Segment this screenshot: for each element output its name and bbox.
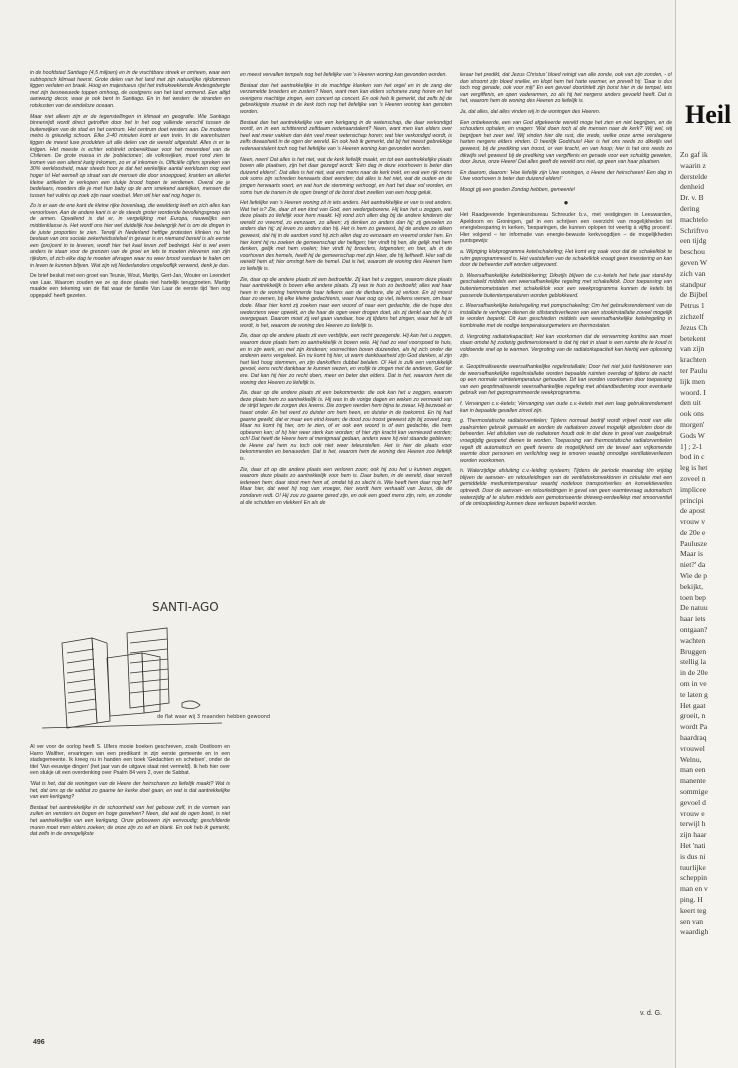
col2-paragraph: Zie, daar zit op die andere plaats een verloren zoon; ook hij zou het u kunnen zeggen, waarom deze plaats zo aantrekkelijk voor hem is. Daar buiten, in de wereld, daar verzelt iedereen hem; daar stoot men hem af, omdat hij zo slecht is. Wie heeft hem daar nog lief? Maar hier, dat weet hij nog van vroeger, hier wordt hem verhaald van Jezus, die de zondaren redt. O! Hij zou zo gaarne gered zijn, en ook een goed mens zijn, rein, en zonder al die schulden en vlekken! En als de <box>240 466 452 506</box>
facing-page-line: stellig la <box>680 657 706 667</box>
facing-page-line: manente <box>680 776 706 786</box>
facing-page-line: is dus ni <box>680 851 706 861</box>
section-divider: ● <box>563 197 569 207</box>
facing-page-line: de 20e e <box>680 527 706 537</box>
facing-page-line: woord. I <box>680 387 706 397</box>
facing-page-line: vrouw e <box>680 808 705 818</box>
col2-paragraph: Zie, daar op die andere plaats zit een bedroefde. Zij kan het u zeggen, waarom deze plaats haar aantrekkelijk is boven elke andere plaats. Zij was te huis zo bedroefd; alles wat haar heen in de woning herinnerde haar telkens aan de dierbare, die zij verloor. En zij moest daar zo wenen, bij elke kleine gedachtenis, waar haar oog op viel, telkens wenen, om haar dode. Maar hier komt zij zoeken naar een woord of naar een gedachte, die de hope des wederziens weer opwekt, en die haar de ogen weer drogen doet, als zij denkt aan die hij is overgegaan. Daarom moet zij wel gaan vandaar, hoe zij tijdens het zingen, waar het te stil wordt, is het, waarom de woning des Heeren zo liefelijk is. <box>240 276 452 329</box>
facing-page-line: principi <box>680 495 704 505</box>
facing-page-line: ping. H <box>680 894 703 904</box>
col3-paragraph: En daarom, daarom: 'Hoe liefelijk zijn Uwe woningen, o Heere der heirscharen! Een dag in Uwe voorhoven is beter dan duizend elders!' <box>460 169 672 183</box>
energy-item: h. Waterzijdige afsluiting c.v.-leiding systeem; Tijdens de periode maandag t/m vrijdag blijven de aanvoer- en retourleidingen van de ventilatorkonvektoren in cirkulatie met een gemiddelde mediumtemperatuur waarbij nodeloos transportverlies en konvektieverlies optreedt. Door de aanvoer- en retourleidingen in geval van geen warmtevraag automatisch waterzijdig af te sluiten middels een gemotoriseerde drieweg-verdeelklep met smoorventiel of de omloopleiding kunnen deze verliezen beperkt worden. <box>460 468 672 508</box>
col1b-paragraph: 'Wat is het, dat de woningen van de Heere der heirscharen zo liefelijk maakt? Wat is het, dat ons op de sabbat zo gaarne ter kerke doet gaan, en wat is dat aantrekkelijke van een kerkgang? <box>30 780 230 801</box>
facing-page-line: Het 'nati <box>680 841 706 850</box>
facing-page-line: waardigh <box>680 927 709 937</box>
facing-page-line: zich van <box>680 268 706 278</box>
facing-page-line: keert teg <box>680 905 707 915</box>
facing-page-line: derstelde <box>680 171 708 181</box>
facing-page-line: ook ons <box>680 409 704 419</box>
col3-paragraph: Een onbekeerde, een van God afgekeerde wereld moge het zien en niet begrijpen, en de schouders ophalen, en vragen: 'Wat doen toch al die mensen naar de kerk?' Wij wel, wij begrijpen het zeer wel. Wij vinden hier die rust, die vrede, welke onze arme verslagene harten nergens elders vinden. O heerlijk Godshuis! Hier is het ons reeds zo dikwijls wel geweest, bij de prediking van troost, or van kracht, en van hoop; hier is het ons reeds zo dikwijls wel geweest bij de prediking van vergiffenis en genade voor een schuldig geweten, door Jezus, onze Heere! Dat alles geeft de wereld ons niet, op geen van haar plaatsen. <box>460 119 672 166</box>
facing-page-line: betekent <box>680 333 706 343</box>
facing-page-line: denheid <box>680 182 705 192</box>
facing-page-line: terwijl h <box>680 819 706 829</box>
facing-page-line: scheppin <box>680 873 707 883</box>
facing-page-line: waarin z <box>680 160 706 170</box>
facing-page-line: leg is het <box>680 463 708 473</box>
col1b-paragraph: Al ver voor de oorlog heeft S. Ulfers mooie boeken geschreven, zoals Oostloorn en Harro Walther, ervaringen van een predikant in zijn eerste gemeente en in een stadsgemeente. Ik kreeg nu in handen een boek 'Gedachten en schetsen', onder de titel 'Van eeuwige dingen' (het jaar van de uitgave staat niet vermeld). Ik heb hier over een stukje uit een overdenking over Psalm 84 vers 2, over de Sabbat. <box>30 744 230 777</box>
facing-page-line: standpur <box>680 279 707 289</box>
facing-page-line: 1] ; 2-1 <box>680 441 703 451</box>
facing-page-title: Heil <box>685 100 732 129</box>
facing-page-line: Het gaat <box>680 700 706 710</box>
column-left-lower <box>30 744 230 842</box>
facing-page-line: man een <box>680 765 706 775</box>
facing-page-line: implicee <box>680 484 707 494</box>
flat-buildings <box>42 628 222 728</box>
facing-page-line: Welnu, <box>680 754 702 764</box>
facing-page-line: de Bijbel <box>680 290 708 300</box>
letter-closing: De brief besluit met een groet van Teunie, Wout, Martijn, Gert-Jan, Wouter en Leendert van Laar. Waarom zouden we ze op deze plaats niet hartelijk teruggroeten. Martijn maakte een tekening van de flat waar de familie Van Laar de eerste tijd 'tien oog opgepakt' heeft gezeten. <box>30 273 230 299</box>
facing-page-line: niet?' da <box>680 560 706 570</box>
col2-paragraph: en meest vervallen tempels nog het liefelijke van 's Heeren woning kan gevonden worden. <box>240 72 447 78</box>
energy-item: f. Vervangen c.v.-ketels; Vervanging van oude c.v.-ketels met een laag gebruiksrendement kan in bepaalde gevallen zinvol zijn. <box>460 400 672 414</box>
facing-page-line: morgen' <box>680 419 705 429</box>
facing-page-line: vrouwel <box>680 743 705 753</box>
facing-page-line: wordt Pa <box>680 722 708 732</box>
facing-page-line: ter Paulu <box>680 365 708 375</box>
facing-page-line: Zo gaf ik <box>680 150 708 159</box>
facing-page-line: ontgaan? <box>680 625 708 635</box>
facing-page-line: Dr. v. B <box>680 193 704 203</box>
facing-page-line: te laten g <box>680 689 708 699</box>
col1-paragraph: Maar niet alleen zijn er de tegenstellingen in klimaat en geografie. Wie Santiago binnenrijdt wordt direct getroffen door het in het oog vallende verschil tussen de buitenwijken van de stad en het centrum. Het centrum doet westers aan. De moderne metro is griezelig schoon. Elke 2-40 minuten komt er een trein. In de warenhuizen liggen de meest luxe produkten uit alle delen van de wereld uitgestald. Alles is er te krijgen. Het meeste is echter volstrekt onbereikbaar voor het merendeel van de Chilenen. De grote massa in de 'poblaciones', de volkswijken, moet rond zien te komen van een uiterst karig inkomen, zo er al inkomen is. Officiële cijfers spreken van 30% werkloosheid, maar steeds hoor je dat het werkelijke aantal werklozen nog veel hoger is! Het wemelt op straat van de mensen die door snoepgoed, kranten en allerlei kleine artikelen te verkopen een stukje brood hopen te verdienen. Overal zie je bedelaars, moeders die je met hun baby op de arm smekend aankijken, mensen die tussen het vuilnis op zoek zijn naar voedsel. Men wil hier wat nog hoger is. <box>30 113 230 199</box>
facing-page-line: Maar is <box>680 549 703 559</box>
facing-page-line: Gods W <box>680 430 705 440</box>
col2-paragraph: Zie, daar op die andere plaats zit een verblijde, een recht gezegende. Hij kan het u zeggen, waarom deze plaats hem zo aantrekkelijk is boven vele. Hij had zo veel voorspoed te huis, en in zijn werk, en met zijn kinderen; voorrechten boven duizenden, als hij zich onder die anderen eens vergeleek. En nu komt hij hier, ut warm dankbaarheid zijn God danken, al zijn hart lied hoog stemmen, en zijn dankoffers dubbel betalen. O! Het is zulk een verrukkelijk gevoel, eens recht dankbaar te kunnen wezen, en vrolijk te zingen met de anderen, God ter ere. Dat kan hij hier zo recht doen, meer en beter dan elders. Dat is het, waarom hem de woning des Heeren zo liefelijk is. <box>240 333 452 386</box>
energy-item: b. Weersafhankelijke ketelblokkering; Dikwijls blijven de c.v.-ketels het hele jaar stand-by geschakeld middels een weersafhankelijke regeling met schakelklok. Door toepassing van buitentemometstaten met schakelklok voor een weekprogramma kunnen de ketels bij passende buitentemperaturen worden geblokkeerd. <box>460 272 672 299</box>
energy-item: e. Geoptimaliseerde weersafhankelijke regelinstallatie; Door het niet juist funktioneren van de weersafhankelijke regelinstallatie worden bepaalde ruimten overdag of tijdens de nacht op een normale ruimtetemperatuur gehouden. Dit kan worden voorkomen door toepassing van een geoptimaliseerde weersafhankelijke regeling met afstandbediening voor eventuele gebruik van het geprogrammeerde weekprogramma. <box>460 363 672 397</box>
facing-page-line: Jezus Ch <box>680 322 708 332</box>
col2-paragraph: Zie, daar op die andere plaats zit een bekommerde: die ook kan het u zeggen, waarom deze plaats hem zo aantrekkelijk is. Hij was in de vorige dagen en weken zo vermoeid van de strijd tegen de zorgen des levens. Die zorgen werden hem bijna te zwaar. Hij bezwoek er haast onder. En het werd zo duister om hem heen, en duister in de toekomst. En hij had gaarne gewild, dat er maar een eind kwam; de dood zou troost geweest zijn bij zoveel zorg. Maar nu komt hij hier, om te zien, of er ook een woord is of een gedachte, die hem opbeuren kan; of hij hier weer sterk kan worden; of hier zijn kracht kan vernieuwd worden; och! Dat heeft de Heere hem al menigmaal gedaan, anders ware hij niet staande gebleven; de Heere zal hem nu toch ook niet weer teleurstellen. Het is hier de plaats voor bekommerden en benauwden. Dat is het, waarom hem de woning des Heeren zoo liefelijk is. <box>240 390 452 463</box>
facing-page-line: zoveel n <box>680 473 706 483</box>
facing-page-line: dering <box>680 203 700 213</box>
facing-page-line: geven W <box>680 257 708 267</box>
author-signature: v. d. G. <box>640 1010 663 1017</box>
col2-paragraph: Het liefelijke van 's Heeren woning zit in iets anders. Het aantrekkelijke er van is wat anders. Wat het is? Zie, daar zit een kind van God, een wedergeborene. Hij kan het u zeggen, wat deze plaats zo liefelijk voor hem maakt. Hij vond zich allen dag bij de andere kinderen der wereld zo vreemd, zo eenzaam, zo alleen; zij denken zo anders dan hij; zij gevoelen zo anders dan hij; zij leven zo anders dan hij. Het is hem zo geweest, bij de andere zo alleen geweest, dat hij in de aardom vond hij zich allen dag zo eenzaam en vreemd onder hen. En hier komt hij nu zoeken de gemeenschap der heiligen; hier vindt hij hen, die gelijk met hem denken, gelijk met hem voelen; hier vindt hij broeders, lotgenoten; en hier, als in de voorhoven des hemels, heeft hij de gemeenschap met zijn Heer, die hij liefheeft. Hier valt de wereld hem af; hier omringt hem de hemel. Dat is het, waarom de woning des Heeren hem zo liefelijk is. <box>240 200 452 273</box>
facing-page-line: lijk men <box>680 376 706 386</box>
column-middle <box>240 72 452 510</box>
column-left <box>30 70 230 304</box>
col2-paragraph: Bestaat dan het aantrekkelijke in de machtige klanken van het orgel en in de zang der verzamelde broeders en zusters? Neen, want men kan elders schonere zang horen en het overigens machtige zingen, een concert op concert. En ook heb ik gemerkt, dat zelfs bij de gebrekkigste muziek in de kerk toch nog het liefelijke van 's Heeren woning kan genoten worden. <box>240 82 452 115</box>
facing-page-line: zijn haar <box>680 830 707 840</box>
facing-page-line: bekijkt, <box>680 581 703 591</box>
energy-intro: Het Raadgevende Ingenieursbureau Schreuder b.v., met vestigingen in Leeuwarden, Apeldoorn en Groningen, gaf in een schrijven een overzicht van mogelijkheden tot energiebesparing in kerken, 'besparingen, die kunnen oplopen tot veertig à vijftig procent'. Hier volgend – ter informatie van energie-bewuste kerkvoogdijen – de mogelijkheden puntsgewijs: <box>460 212 672 245</box>
facing-page-line: beschou <box>680 247 705 257</box>
facing-page-line: Schriftvo <box>680 225 709 235</box>
sketch-label: SANTI-AGO <box>152 600 219 614</box>
energy-item: d. Vergroting radiatorkapaciteit; Het kan voorkomen dat de verwarming kontinu aan moet staan omdat hij zodanig gedimensioneerd is dat hij niet in staat is een ruimte die te koud is voldoende snel op te warmen. Vergroting van de radiatorkapaciteit kan hierbij een oplossing zijn. <box>460 333 672 360</box>
facing-page-line: tuurlijke <box>680 862 706 872</box>
facing-page-line: Paulusze <box>680 538 707 548</box>
facing-page-line: van zijn <box>680 344 705 354</box>
facing-page-line: machtelo <box>680 214 708 224</box>
col1-paragraph: Zo is er aan de ene kant de kleine rijke bovenlaag, die weelderig leeft en zich alles kan veroorloven. Aan de andere kant is er de steeds groter wordende bevolkingsgroep van de armen. Opvallend is dat er, in vergelijking met Europa, nauwelijks een middenklasse is. Het wordt ons hier wel duidelijk hoe belangrijk het is om de dingen in de juiste proporties te zien. Terwijl in Nederland heftige protesten klinken nu het bestaan van ons sociale zekerheidsstelsel in gevaar is en niemand bereid is als eerste een (pro)cent in te leveren, wordt hier het kaal leven zelf bedreigd. Het is wel even anders te staan voor de grenzen van de groei en iets te moeten inleveren van zijn rijkdom, of zich elke dag te moeten afvragen waar nu weer brood vandaan te halen om in leven te kunnen blijven. Wat zijn wij Nederlanders ongelooflijk verwend, denk je dan. <box>30 203 230 269</box>
facing-page-line: den uit <box>680 398 701 408</box>
facing-page-line: bod in c <box>680 452 705 462</box>
facing-page-line: een tijdg <box>680 236 707 246</box>
facing-page-line: de apost <box>680 506 706 516</box>
facing-page-line: toen bep <box>680 592 706 602</box>
col3-paragraph: leraar het predikt, dat Jezus Christus' bloed reinigt van alle zonde, ook van zijn zonden, - o! dan stroomt zijn bloed sneller, en klopt hem het harte warmer, en prevelt hij: 'Daar is dus toch nog genade, ook voor mij!' En een gevoel doortintelt zijn borst hier in de tempel, iets van vergiffenis, en open vaderarmen, zo als hij het nergens anders gevoeld heeft. Dat is het, waarom hem de woning des Heeren zo liefelijk is. <box>460 72 672 105</box>
col1b-paragraph: Bestaat het aantrekkelijke in de schoonheid van het gebouw zelf, in de vormen van zuilen en vensters en bogen en hoge gewelven? Neen, dat wat de ogen boeit, is niet het aantrekkelijke van een kerkgang. Onze gebouwen zijn eenvoudig; geschilderde muren moet men elders zoeken; de onze zijn zo wit en blank. En ook heb ik gemerkt, dat zelfs in de onnogelijkste <box>30 804 230 838</box>
col3-paragraph: Moogt gij een goeden Zondag hebben, gemeente! <box>460 186 576 193</box>
col2-paragraph: Bestaat dan het aantrekkelijke van een kerkgang in de wetenschap, die daar verkondigd wordt, en in een schitterend zelfdaam redenaarstalent? Neen, want men kan elders over heel wat meer vakken dan één veel meer wetenschap horen; wat hier verkondigd wordt, is zelfs dwaasheid in de ogen der wereld. En ook heb ik gemerkt, dat bij het meest gebrekkige redenaarstalent toch nog het liefelijke van 's Heeren woning kan gevonden worden. <box>240 119 452 152</box>
facing-page-line: groeit, n <box>680 711 706 721</box>
facing-page-line: Bruggen <box>680 646 707 656</box>
facing-page-line: in de 20e <box>680 668 708 678</box>
facing-page-line: vrouw v <box>680 517 706 527</box>
child-drawing-santiago <box>32 583 271 739</box>
facing-page-line: sommige <box>680 787 708 797</box>
energy-item: g. Thermostatische radiatorventielen; Tijdens normaal bedrijf wordt vrijwel nooit van alle zaalruimten gebruik gemaakt en worden de radiatoren zoveel mogelijk afgesloten door de beheerder. Het afsluiten van de radiatoren houdt ook in dat deze in geval van zaalgebruik vroegtijdig geopend dienen te worden. Toepassing van thermostatische radiatorventielen regelt dit automatisch en geeft tevens de mogelijkheid om de teveel aan vrijkomende warmte door personen en verlichting weg te smoren waarbij onnodige ventilatieverliezen worden voorkomen. <box>460 418 672 464</box>
facing-page-line: sen van <box>680 916 703 926</box>
col1-paragraph: in de hoofdstad Santiago (4,5 miljoen) en in de vruchtbare streek er omheen, waar een subtropisch klimaat heerst. Grote delen van het land met zijn natuurlijke rijkdommen liggen verlaten en braak. Hoog en majestueus rijst het indrukwekkende Andesgebergte met zijn besneeuwde toppen omhoog, de oostgrens van het land vormend. Een altijd aanwezig decor, waar je ook bent in Santiago. En in het westen: de stranden en rotskusten van de eindeloze oceaan. <box>30 70 230 109</box>
energy-item: c. Weersafhankelijke ketelregeling met pompschakeling; Om het gebruiksrendement van de installatie te verhogen dienen de stilstandsverliezen van een stookinstallatie zoveel mogelijk te worden beperkt. Dit kan geschieden middels een weersafhankelijke ketelregeling in kombinatie met de nodige temperatuurgemeters en thermostaten. <box>460 303 672 329</box>
column-right <box>460 72 672 512</box>
facing-page-line: om in ve <box>680 679 707 689</box>
col2-paragraph: Neen, neen! Dat alles is het niet, wat de kerk liefelijk maakt, en tot een aantrekkelijke plaats boven alle plaatsen, zijn het daar gezegd wordt: 'Eén dag in deze voorhoven is beter dan duizend elders!'. Dat alles is het niet, wat een mens naar de kerk trekt, en wat een rijk mens ook soms zijn schreden herwaarts doet wenden; dat alles is het niet, wat de ouden en de jongen herwaarts voert, en wat hun de stemming verhoogt, en hart het daar vol worden, en soms hun de tranen in de ogen brengt of de borst doet zwellen van een hoog geluk. <box>240 156 452 196</box>
col3-paragraph: Ja, dat alles, dat alles vinden wij in de woningen des Heeren. <box>460 108 601 115</box>
facing-page-line: gevoel d <box>680 797 706 807</box>
facing-page-line: De natuu <box>680 603 708 613</box>
sketch-caption: de flat waar wij 3 maanden hebben gewoond <box>157 714 271 720</box>
facing-page-line: haar iets <box>680 614 706 624</box>
facing-page-line: wachten <box>680 635 706 645</box>
facing-page-line: zichzelf <box>680 311 705 321</box>
facing-page-text <box>680 150 738 938</box>
page-number: 496 <box>33 1039 45 1046</box>
facing-page-line: krachten <box>680 355 707 365</box>
facing-page-line: man en v <box>680 884 708 894</box>
energy-item: a. Wijziging klokprogramma ketelschakeling; Het komt erg vaak voor dat de schakelklok te ruim geprogrammeerd is. Het vaststellen van de schakelklok vraagt geen investering en kan door de beheerder zelf worden uitgevoerd. <box>460 249 672 269</box>
facing-page-line: Wie de p <box>680 571 708 581</box>
facing-page-line: Petrus 1 <box>680 301 705 311</box>
facing-page-line: haardraq <box>680 733 707 743</box>
